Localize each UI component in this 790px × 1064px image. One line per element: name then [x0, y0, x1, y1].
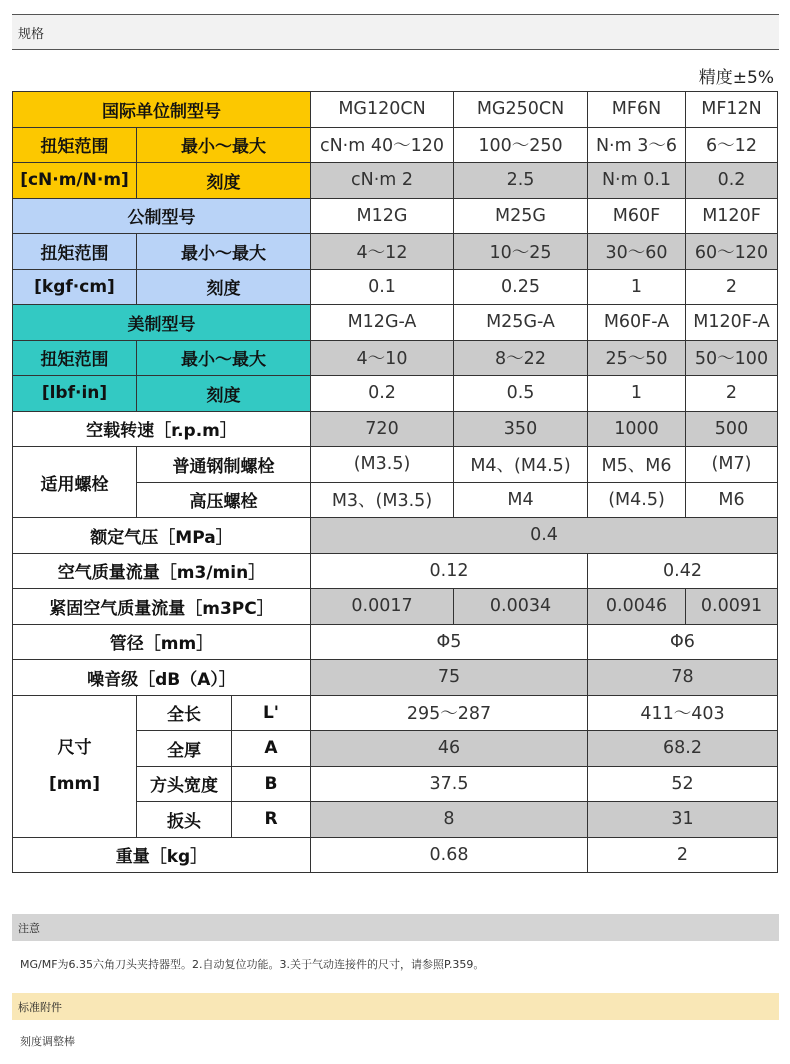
si-minmax-cell: 100～250 — [454, 127, 588, 163]
table-row — [13, 837, 778, 873]
table-row — [13, 624, 778, 660]
metric-scale-label: 刻度 — [137, 269, 311, 305]
us-minmax-cell: 8～22 — [454, 340, 588, 376]
tight-airflow-cell: 0.0017 — [311, 589, 454, 625]
dims-cell: 31 — [588, 802, 778, 838]
si-scale-label: 刻度 — [137, 163, 311, 199]
notes-text: MG/MF为6.35六角刀头夹持器型。2.自动复位功能。3.关于气动连接件的尺寸，请参照P.359。 — [20, 958, 485, 971]
table-row — [13, 376, 778, 412]
table-row — [13, 127, 778, 163]
spec-section-title: 规格 — [18, 26, 45, 42]
si-model-cell: MG250CN — [454, 92, 588, 128]
pipe-label: 管径［mm］ — [13, 624, 311, 660]
metric-model-cell: M120F — [686, 198, 778, 234]
si-model-cell: MG120CN — [311, 92, 454, 128]
bolt-high-cell: M6 — [686, 482, 778, 518]
metric-minmax-label: 最小～最大 — [137, 234, 311, 270]
speed-label: 空载转速［r.p.m］ — [13, 411, 311, 447]
table-row — [13, 163, 778, 199]
si-unit-label: [cN·m/N·m] — [13, 163, 137, 199]
us-minmax-cell: 25～50 — [588, 340, 686, 376]
us-model-cell: M120F-A — [686, 305, 778, 341]
us-minmax-cell: 4～10 — [311, 340, 454, 376]
pipe-cell: Φ5 — [311, 624, 588, 660]
pressure-label: 额定气压［MPa］ — [13, 518, 311, 554]
accessories-text: 刻度调整棒 — [20, 1035, 75, 1048]
dims-cell: 68.2 — [588, 731, 778, 767]
us-scale-cell: 1 — [588, 376, 686, 412]
metric-scale-cell: 1 — [588, 269, 686, 305]
bolt-normal-cell: (M7) — [686, 447, 778, 483]
noise-cell: 78 — [588, 660, 778, 696]
table-row — [13, 695, 778, 731]
speed-cell: 350 — [454, 411, 588, 447]
si-scale-cell: cN·m 2 — [311, 163, 454, 199]
speed-cell: 720 — [311, 411, 454, 447]
dims-cell: 8 — [311, 802, 588, 838]
metric-scale-cell: 0.25 — [454, 269, 588, 305]
metric-unit-label: [kgf·cm] — [13, 269, 137, 305]
us-scale-cell: 2 — [686, 376, 778, 412]
us-range-label: 扭矩范围 — [13, 340, 137, 376]
weight-cell: 2 — [588, 837, 778, 873]
dims-row-name: 方头宽度 — [137, 766, 232, 802]
noise-label: 噪音级［dB（A）］ — [13, 660, 311, 696]
notes-section-header — [12, 914, 779, 941]
bolt-high-cell: M3、(M3.5) — [311, 482, 454, 518]
table-row — [13, 340, 778, 376]
dims-label: 尺寸 — [57, 738, 92, 758]
metric-model-cell: M60F — [588, 198, 686, 234]
si-range-label: 扭矩范围 — [13, 127, 137, 163]
us-scale-cell: 0.5 — [454, 376, 588, 412]
noise-cell: 75 — [311, 660, 588, 696]
si-minmax-cell: 6～12 — [686, 127, 778, 163]
speed-cell: 500 — [686, 411, 778, 447]
tight-airflow-cell: 0.0034 — [454, 589, 588, 625]
metric-minmax-cell: 10～25 — [454, 234, 588, 270]
metric-model-cell: M12G — [311, 198, 454, 234]
bolt-normal-cell: M4、(M4.5) — [454, 447, 588, 483]
table-row — [13, 660, 778, 696]
accessories-title: 标准附件 — [18, 1000, 62, 1014]
table-row — [13, 411, 778, 447]
dims-cell: 46 — [311, 731, 588, 767]
us-minmax-label: 最小～最大 — [137, 340, 311, 376]
table-row — [13, 305, 778, 341]
table-row — [13, 589, 778, 625]
si-model-label: 国际单位制型号 — [13, 92, 311, 128]
dims-row-code: L' — [232, 695, 311, 731]
si-minmax-label: 最小～最大 — [137, 127, 311, 163]
metric-scale-cell: 2 — [686, 269, 778, 305]
bolt-normal-label: 普通钢制螺栓 — [137, 447, 311, 483]
bolt-high-cell: (M4.5) — [588, 482, 686, 518]
weight-label: 重量［kg］ — [13, 837, 311, 873]
airflow-cell: 0.42 — [588, 553, 778, 589]
dims-cell: 37.5 — [311, 766, 588, 802]
dims-row-code: B — [232, 766, 311, 802]
si-scale-cell: 2.5 — [454, 163, 588, 199]
tight-airflow-cell: 0.0046 — [588, 589, 686, 625]
table-row — [13, 447, 778, 483]
dims-unit: [mm] — [49, 774, 100, 794]
bolt-high-cell: M4 — [454, 482, 588, 518]
notes-title: 注意 — [18, 921, 40, 935]
table-row — [13, 198, 778, 234]
dims-cell: 52 — [588, 766, 778, 802]
spec-table — [12, 91, 778, 873]
pipe-cell: Φ6 — [588, 624, 778, 660]
si-scale-cell: N·m 0.1 — [588, 163, 686, 199]
accuracy-note: 精度±5% — [698, 68, 774, 88]
us-minmax-cell: 50～100 — [686, 340, 778, 376]
us-unit-label: [lbf·in] — [13, 376, 137, 412]
pressure-cell: 0.4 — [311, 518, 778, 554]
table-row — [13, 553, 778, 589]
table-row — [13, 234, 778, 270]
tight-airflow-label: 紧固空气质量流量［m3PC］ — [13, 589, 311, 625]
us-scale-label: 刻度 — [137, 376, 311, 412]
bolt-normal-cell: M5、M6 — [588, 447, 686, 483]
metric-minmax-cell: 30～60 — [588, 234, 686, 270]
us-model-cell: M60F-A — [588, 305, 686, 341]
si-minmax-cell: N·m 3～6 — [588, 127, 686, 163]
si-scale-cell: 0.2 — [686, 163, 778, 199]
table-row — [13, 92, 778, 128]
metric-model-cell: M25G — [454, 198, 588, 234]
bolt-label: 适用螺栓 — [13, 447, 137, 518]
us-scale-cell: 0.2 — [311, 376, 454, 412]
table-row — [13, 269, 778, 305]
dims-row-name: 全厚 — [137, 731, 232, 767]
table-row — [13, 518, 778, 554]
dims-label-cell — [13, 695, 137, 837]
accessories-section-header — [12, 993, 779, 1020]
dims-row-name: 全长 — [137, 695, 232, 731]
metric-minmax-cell: 4～12 — [311, 234, 454, 270]
airflow-label: 空气质量流量［m3/min］ — [13, 553, 311, 589]
metric-model-label: 公制型号 — [13, 198, 311, 234]
bolt-normal-cell: (M3.5) — [311, 447, 454, 483]
dims-row-name: 扳头 — [137, 802, 232, 838]
si-model-cell: MF12N — [686, 92, 778, 128]
metric-range-label: 扭矩范围 — [13, 234, 137, 270]
speed-cell: 1000 — [588, 411, 686, 447]
si-model-cell: MF6N — [588, 92, 686, 128]
us-model-label: 美制型号 — [13, 305, 311, 341]
metric-minmax-cell: 60～120 — [686, 234, 778, 270]
dims-cell: 411～403 — [588, 695, 778, 731]
us-model-cell: M12G-A — [311, 305, 454, 341]
dims-row-code: R — [232, 802, 311, 838]
airflow-cell: 0.12 — [311, 553, 588, 589]
metric-scale-cell: 0.1 — [311, 269, 454, 305]
weight-cell: 0.68 — [311, 837, 588, 873]
bolt-high-label: 高压螺栓 — [137, 482, 311, 518]
spec-section-header — [12, 14, 779, 50]
si-minmax-cell: cN·m 40～120 — [311, 127, 454, 163]
dims-row-code: A — [232, 731, 311, 767]
us-model-cell: M25G-A — [454, 305, 588, 341]
tight-airflow-cell: 0.0091 — [686, 589, 778, 625]
dims-cell: 295～287 — [311, 695, 588, 731]
